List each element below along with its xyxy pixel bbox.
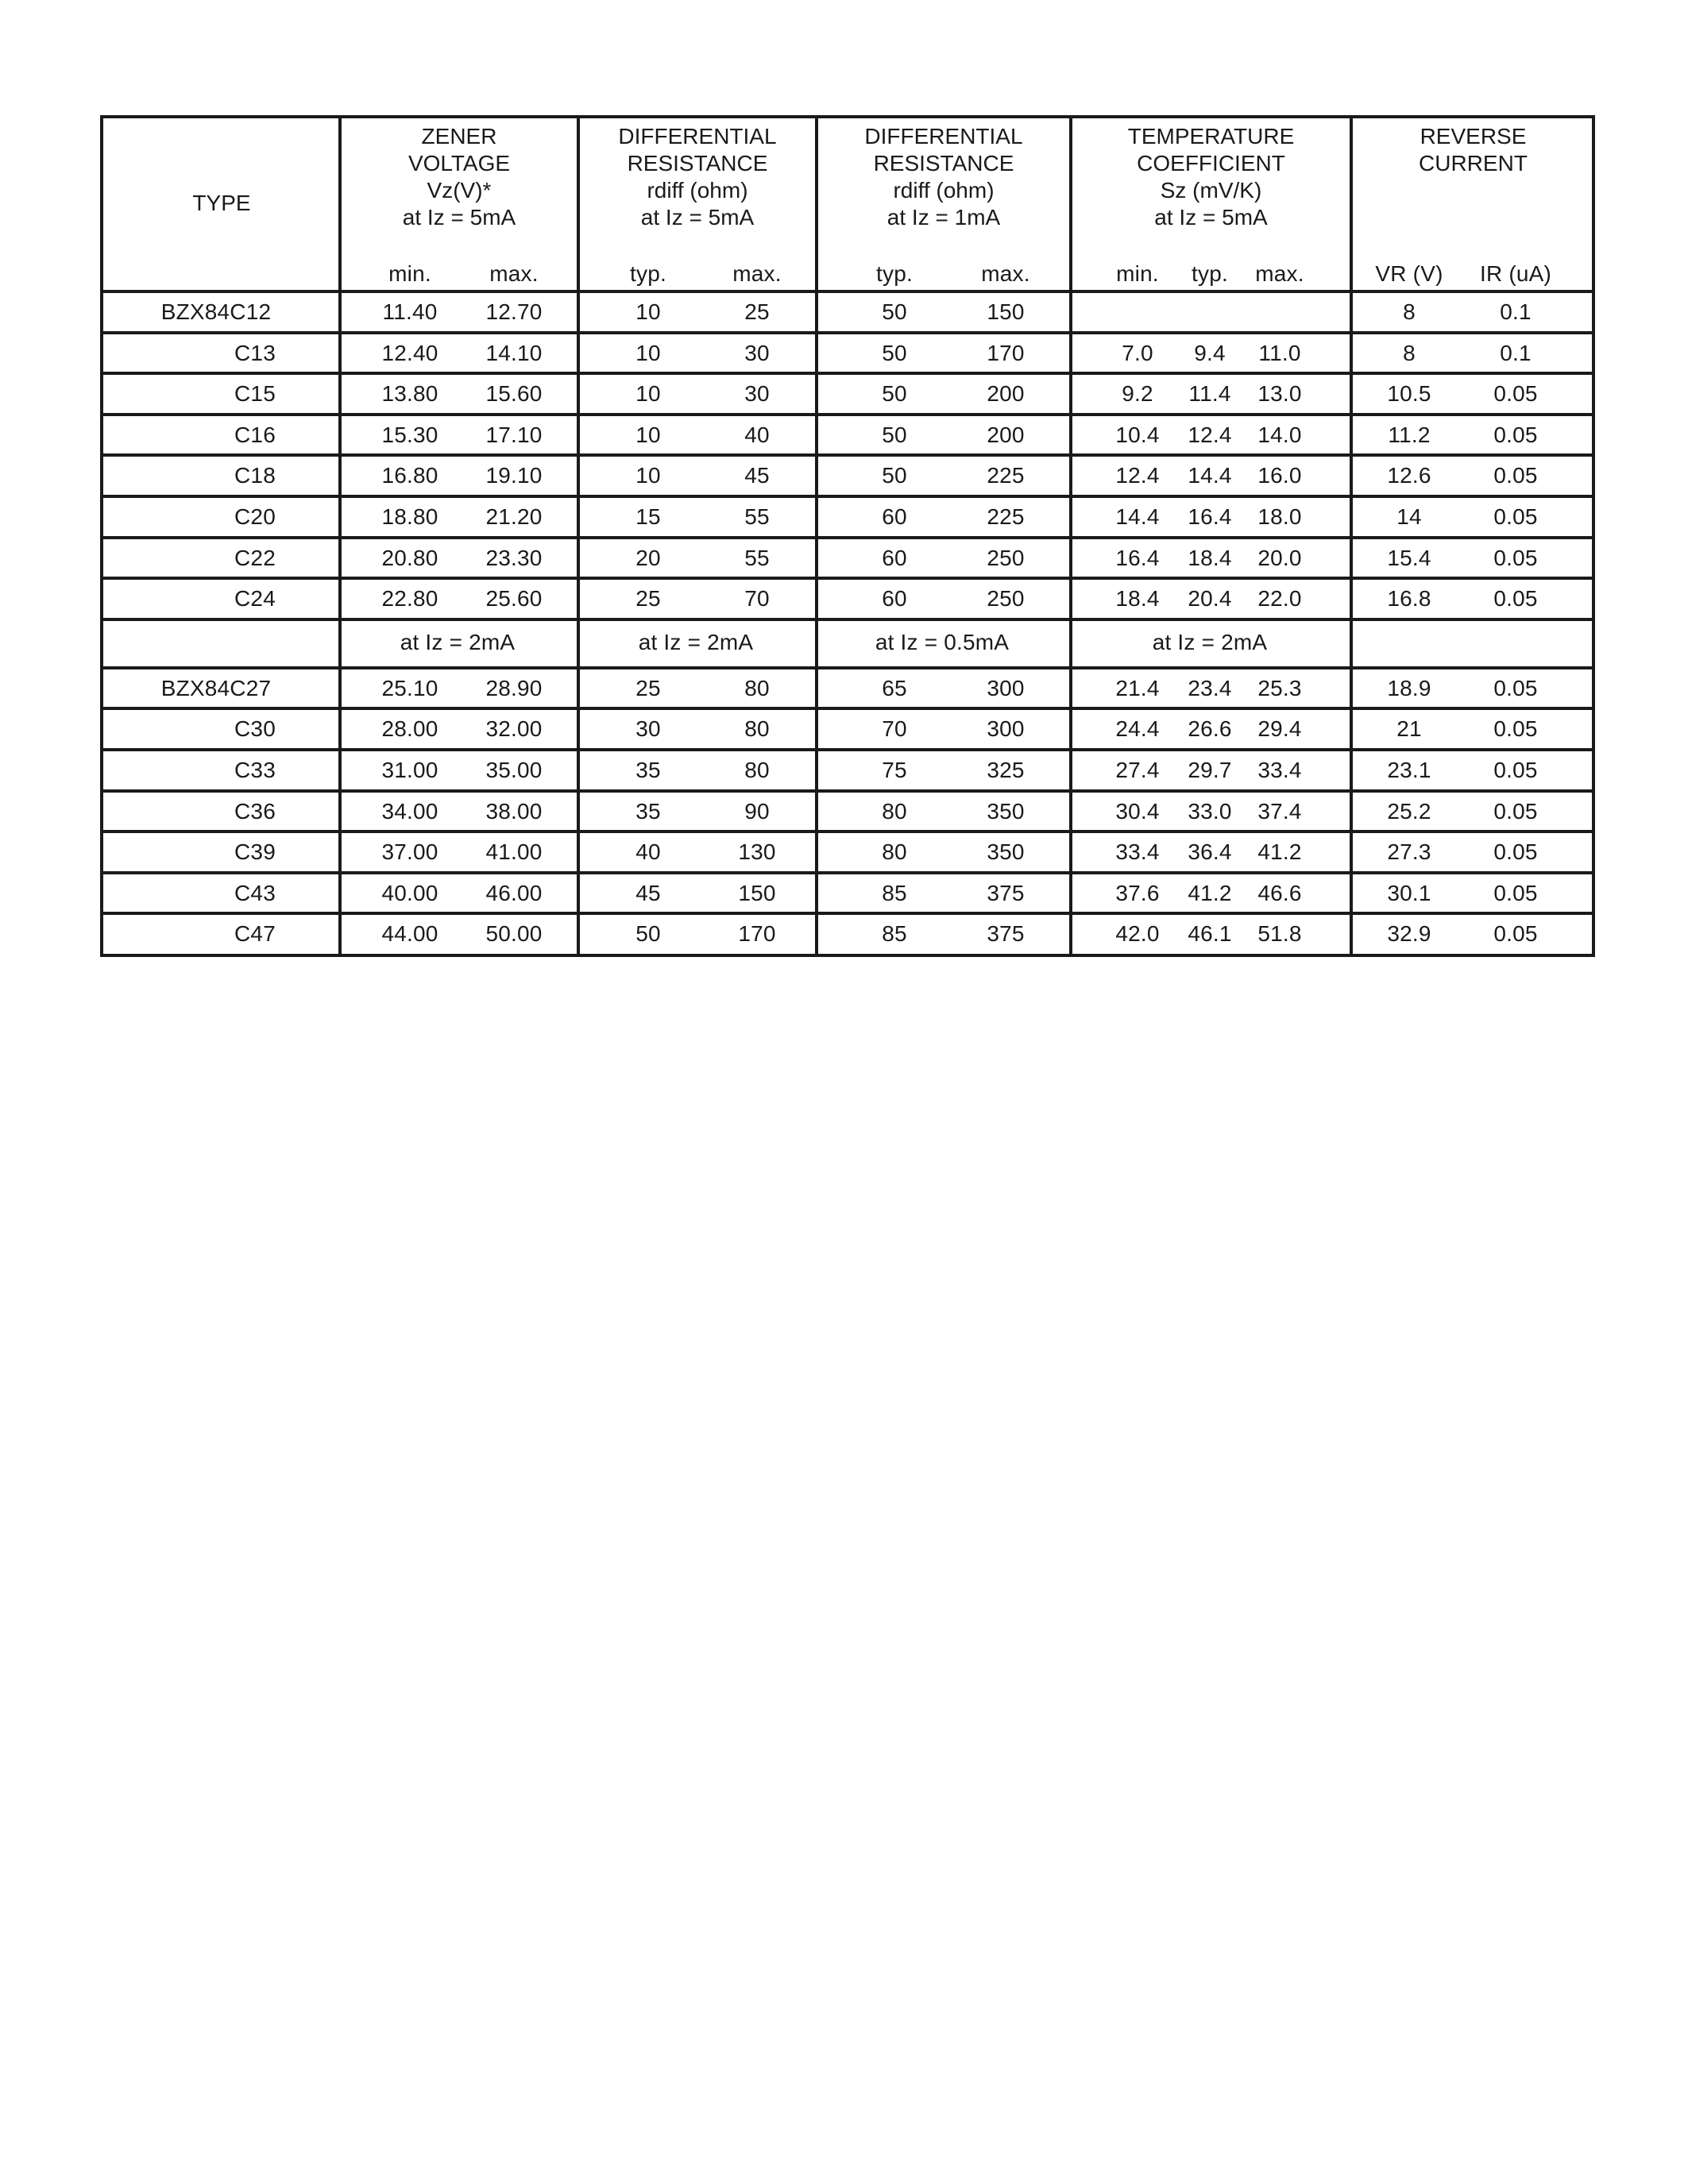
cell-temp-coefficient: 42.0 — [1115, 921, 1160, 947]
cell-temp-coefficient: 51.8 — [1257, 921, 1302, 947]
cell-type: C20 — [234, 504, 276, 529]
cell-diff-resistance-1ma: 50 — [882, 340, 907, 365]
cell-diff-resistance-1ma: 50 — [882, 381, 907, 407]
cell-diff-resistance-5ma: 35 — [635, 758, 661, 782]
sub-rd1-max: max. — [981, 261, 1030, 286]
cell-diff-resistance-5ma: 150 — [738, 880, 776, 905]
cell-temp-coefficient: 37.6 — [1115, 880, 1160, 905]
cell-temp-coefficient: 16.0 — [1257, 463, 1302, 488]
cell-reverse-current: 0.05 — [1493, 586, 1538, 612]
cell-diff-resistance-5ma: 40 — [744, 422, 770, 447]
cell-reverse-current: 14 — [1396, 504, 1422, 529]
row-divider — [103, 536, 1592, 539]
cell-diff-resistance-5ma: 90 — [744, 798, 770, 824]
cell-temp-coefficient: 33.0 — [1188, 798, 1232, 824]
cell-diff-resistance-1ma: 65 — [882, 675, 907, 700]
cell-reverse-current: 0.05 — [1493, 716, 1538, 742]
cell-zener-voltage: 25.60 — [485, 586, 543, 612]
cell-reverse-current: 15.4 — [1387, 545, 1431, 570]
cell-reverse-current: 0.05 — [1493, 422, 1538, 447]
cell-temp-coefficient: 11.0 — [1258, 340, 1301, 365]
cell-temp-coefficient: 27.4 — [1115, 758, 1160, 782]
cell-zener-voltage: 21.20 — [485, 504, 543, 529]
cell-type: C36 — [234, 798, 276, 824]
row-divider — [103, 290, 1592, 293]
cell-diff-resistance-1ma: 350 — [987, 798, 1025, 824]
sub-tc-max: max. — [1255, 261, 1304, 286]
cell-diff-resistance-1ma: 375 — [987, 921, 1025, 947]
cell-reverse-current: 0.05 — [1493, 545, 1538, 570]
cell-diff-resistance-1ma: 300 — [987, 716, 1025, 742]
cell-diff-resistance-1ma: 200 — [987, 422, 1025, 447]
cell-diff-resistance-1ma: 250 — [987, 586, 1025, 612]
cell-diff-resistance-5ma: 10 — [635, 463, 661, 488]
cell-diff-resistance-1ma: 50 — [882, 463, 907, 488]
cell-type: C47 — [234, 921, 276, 947]
cell-zener-voltage: 17.10 — [485, 422, 543, 447]
cell-zener-voltage: 16.80 — [381, 463, 438, 488]
cell-reverse-current: 16.8 — [1387, 586, 1431, 612]
cell-diff-resistance-5ma: 25 — [635, 586, 661, 612]
cell-type: C43 — [234, 880, 276, 905]
cell-diff-resistance-1ma: 225 — [987, 463, 1025, 488]
row-divider — [103, 495, 1592, 498]
cell-zener-voltage: 12.40 — [381, 340, 438, 365]
cell-diff-resistance-1ma: 325 — [987, 758, 1025, 782]
cell-diff-resistance-5ma: 30 — [744, 340, 770, 365]
cell-temp-coefficient: 9.4 — [1194, 340, 1226, 365]
cell-zener-voltage: 14.10 — [485, 340, 543, 365]
cell-zener-voltage: 34.00 — [381, 798, 438, 824]
cell-temp-coefficient: 14.4 — [1188, 463, 1232, 488]
cell-temp-coefficient: 18.4 — [1115, 586, 1160, 612]
cell-zener-voltage: 28.90 — [485, 675, 543, 700]
cell-reverse-current: 0.1 — [1500, 340, 1532, 365]
cell-zener-voltage: 50.00 — [485, 921, 543, 947]
row-divider — [103, 666, 1592, 669]
cell-temp-coefficient: 41.2 — [1188, 880, 1232, 905]
cell-zener-voltage: 15.60 — [485, 381, 543, 407]
cell-type: C16 — [234, 422, 276, 447]
cell-type: BZX84C12 — [160, 299, 272, 324]
cell-diff-resistance-5ma: 20 — [635, 545, 661, 570]
cell-zener-voltage: 23.30 — [485, 545, 543, 570]
cell-reverse-current: 25.2 — [1387, 798, 1431, 824]
cell-diff-resistance-1ma: 225 — [987, 504, 1025, 529]
cell-diff-resistance-5ma: 80 — [744, 758, 770, 782]
cell-temp-coefficient: 33.4 — [1115, 839, 1160, 865]
cell-diff-resistance-1ma: 250 — [987, 545, 1025, 570]
cell-reverse-current: 30.1 — [1387, 880, 1431, 905]
row-divider — [103, 748, 1592, 751]
cell-zener-voltage: 19.10 — [485, 463, 543, 488]
sub-rd5-max: max. — [732, 261, 782, 286]
condition-label: at Iz = 2mA — [1152, 629, 1268, 654]
header-type: TYPE — [192, 191, 251, 215]
cell-diff-resistance-5ma: 10 — [635, 381, 661, 407]
cell-diff-resistance-1ma: 75 — [882, 758, 907, 782]
cell-temp-coefficient: 33.4 — [1257, 758, 1302, 782]
cell-diff-resistance-5ma: 50 — [635, 921, 661, 947]
cell-type: C30 — [234, 716, 276, 742]
cell-reverse-current: 32.9 — [1387, 921, 1431, 947]
condition-label: at Iz = 2mA — [400, 629, 516, 654]
cell-temp-coefficient: 7.0 — [1122, 340, 1153, 365]
cell-diff-resistance-5ma: 40 — [635, 839, 661, 865]
cell-reverse-current: 0.05 — [1493, 504, 1538, 529]
cell-temp-coefficient: 12.4 — [1188, 422, 1232, 447]
cell-diff-resistance-1ma: 150 — [987, 299, 1025, 324]
row-divider — [103, 618, 1592, 621]
cell-zener-voltage: 28.00 — [381, 716, 438, 742]
row-divider — [103, 912, 1592, 915]
condition-label: at Iz = 0.5mA — [875, 629, 1010, 654]
cell-diff-resistance-1ma: 50 — [882, 422, 907, 447]
zener-spec-table — [100, 115, 1595, 957]
row-divider — [103, 707, 1592, 710]
condition-label: at Iz = 2mA — [638, 629, 754, 654]
cell-diff-resistance-5ma: 25 — [744, 299, 770, 324]
cell-reverse-current: 10.5 — [1387, 381, 1431, 407]
row-divider — [103, 453, 1592, 457]
cell-temp-coefficient: 18.4 — [1188, 545, 1232, 570]
cell-diff-resistance-5ma: 45 — [744, 463, 770, 488]
cell-diff-resistance-5ma: 35 — [635, 798, 661, 824]
cell-diff-resistance-5ma: 30 — [744, 381, 770, 407]
cell-temp-coefficient: 30.4 — [1115, 798, 1160, 824]
cell-diff-resistance-1ma: 170 — [987, 340, 1025, 365]
cell-diff-resistance-5ma: 10 — [635, 422, 661, 447]
cell-temp-coefficient: 46.6 — [1257, 880, 1302, 905]
cell-temp-coefficient: 37.4 — [1257, 798, 1302, 824]
cell-reverse-current: 0.05 — [1493, 675, 1538, 700]
cell-type: C33 — [234, 758, 276, 782]
cell-reverse-current: 8 — [1403, 299, 1416, 324]
cell-diff-resistance-1ma: 375 — [987, 880, 1025, 905]
cell-type: C13 — [234, 340, 276, 365]
cell-diff-resistance-5ma: 130 — [738, 839, 776, 865]
cell-reverse-current: 8 — [1403, 340, 1416, 365]
cell-reverse-current: 0.05 — [1493, 921, 1538, 947]
cell-zener-voltage: 12.70 — [485, 299, 543, 324]
cell-temp-coefficient: 24.4 — [1115, 716, 1160, 742]
cell-zener-voltage: 38.00 — [485, 798, 543, 824]
sub-rev-ir: IR (uA) — [1479, 261, 1552, 286]
cell-diff-resistance-5ma: 15 — [635, 504, 661, 529]
cell-temp-coefficient: 16.4 — [1188, 504, 1232, 529]
cell-diff-resistance-5ma: 70 — [744, 586, 770, 612]
cell-reverse-current: 0.05 — [1493, 758, 1538, 782]
cell-reverse-current: 0.1 — [1500, 299, 1532, 324]
cell-type: C24 — [234, 586, 276, 612]
sub-rd1-typ: typ. — [876, 261, 913, 286]
cell-zener-voltage: 32.00 — [485, 716, 543, 742]
row-divider — [103, 331, 1592, 334]
cell-diff-resistance-1ma: 300 — [987, 675, 1025, 700]
sub-rev-vr: VR (V) — [1375, 261, 1443, 286]
row-divider — [103, 577, 1592, 580]
cell-diff-resistance-5ma: 30 — [635, 716, 661, 742]
cell-temp-coefficient: 12.4 — [1115, 463, 1160, 488]
cell-temp-coefficient: 11.4 — [1188, 381, 1231, 407]
cell-temp-coefficient: 9.2 — [1122, 381, 1153, 407]
header-diff-resistance-1ma: DIFFERENTIAL RESISTANCE rdiff (ohm) at Iz = 1mA — [864, 124, 1023, 230]
cell-reverse-current: 18.9 — [1387, 675, 1431, 700]
cell-reverse-current: 0.05 — [1493, 798, 1538, 824]
row-divider — [103, 871, 1592, 874]
header-diff-resistance-5ma: DIFFERENTIAL RESISTANCE rdiff (ohm) at Iz = 5mA — [618, 124, 777, 230]
cell-reverse-current: 11.2 — [1388, 422, 1431, 447]
cell-type: C15 — [234, 381, 276, 407]
row-divider — [103, 372, 1592, 375]
cell-zener-voltage: 18.80 — [381, 504, 438, 529]
cell-diff-resistance-1ma: 60 — [882, 504, 907, 529]
cell-diff-resistance-1ma: 60 — [882, 545, 907, 570]
cell-zener-voltage: 35.00 — [485, 758, 543, 782]
cell-reverse-current: 12.6 — [1387, 463, 1431, 488]
cell-temp-coefficient: 13.0 — [1257, 381, 1302, 407]
cell-zener-voltage: 22.80 — [381, 586, 438, 612]
cell-temp-coefficient: 10.4 — [1115, 422, 1160, 447]
cell-diff-resistance-5ma: 55 — [744, 504, 770, 529]
cell-zener-voltage: 25.10 — [381, 675, 438, 700]
cell-temp-coefficient: 22.0 — [1257, 586, 1302, 612]
cell-temp-coefficient: 20.4 — [1188, 586, 1232, 612]
sub-tc-typ: typ. — [1192, 261, 1228, 286]
cell-zener-voltage: 11.40 — [382, 299, 438, 324]
cell-temp-coefficient: 14.0 — [1257, 422, 1302, 447]
cell-temp-coefficient: 18.0 — [1257, 504, 1302, 529]
cell-diff-resistance-5ma: 10 — [635, 299, 661, 324]
cell-diff-resistance-1ma: 70 — [882, 716, 907, 742]
cell-zener-voltage: 13.80 — [381, 381, 438, 407]
cell-diff-resistance-5ma: 55 — [744, 545, 770, 570]
cell-temp-coefficient: 36.4 — [1188, 839, 1232, 865]
cell-diff-resistance-1ma: 85 — [882, 880, 907, 905]
cell-type: C22 — [234, 545, 276, 570]
cell-temp-coefficient: 16.4 — [1115, 545, 1160, 570]
cell-temp-coefficient: 14.4 — [1115, 504, 1160, 529]
cell-zener-voltage: 15.30 — [381, 422, 438, 447]
cell-diff-resistance-1ma: 80 — [882, 839, 907, 865]
cell-diff-resistance-1ma: 60 — [882, 586, 907, 612]
header-zener-voltage: ZENER VOLTAGE Vz(V)* at Iz = 5mA — [402, 124, 516, 230]
cell-zener-voltage: 40.00 — [381, 880, 438, 905]
cell-reverse-current: 27.3 — [1387, 839, 1431, 865]
cell-zener-voltage: 44.00 — [381, 921, 438, 947]
cell-reverse-current: 0.05 — [1493, 463, 1538, 488]
cell-temp-coefficient: 46.1 — [1188, 921, 1232, 947]
cell-temp-coefficient: 21.4 — [1115, 675, 1160, 700]
cell-zener-voltage: 41.00 — [485, 839, 543, 865]
row-divider — [103, 413, 1592, 416]
cell-temp-coefficient: 20.0 — [1257, 545, 1302, 570]
cell-diff-resistance-5ma: 45 — [635, 880, 661, 905]
cell-reverse-current: 23.1 — [1387, 758, 1431, 782]
row-divider — [103, 830, 1592, 833]
cell-temp-coefficient: 26.6 — [1188, 716, 1232, 742]
cell-type: C39 — [234, 839, 276, 865]
cell-reverse-current: 21 — [1396, 716, 1422, 742]
sub-tc-min: min. — [1116, 261, 1159, 286]
cell-zener-voltage: 46.00 — [485, 880, 543, 905]
cell-zener-voltage: 20.80 — [381, 545, 438, 570]
cell-zener-voltage: 37.00 — [381, 839, 438, 865]
header-temperature-coefficient: TEMPERATURE COEFFICIENT Sz (mV/K) at Iz = 5mA — [1127, 124, 1295, 230]
sub-rd5-typ: typ. — [630, 261, 666, 286]
cell-type: C18 — [234, 463, 276, 488]
row-divider — [103, 789, 1592, 793]
cell-diff-resistance-1ma: 85 — [882, 921, 907, 947]
sub-vz-max: max. — [489, 261, 539, 286]
cell-diff-resistance-5ma: 25 — [635, 675, 661, 700]
cell-diff-resistance-5ma: 80 — [744, 675, 770, 700]
cell-temp-coefficient: 29.7 — [1188, 758, 1232, 782]
cell-diff-resistance-1ma: 350 — [987, 839, 1025, 865]
cell-diff-resistance-1ma: 80 — [882, 798, 907, 824]
cell-diff-resistance-5ma: 10 — [635, 340, 661, 365]
cell-type: BZX84C27 — [160, 675, 272, 700]
cell-diff-resistance-1ma: 50 — [882, 299, 907, 324]
cell-temp-coefficient: 23.4 — [1188, 675, 1232, 700]
cell-diff-resistance-5ma: 80 — [744, 716, 770, 742]
cell-diff-resistance-5ma: 170 — [738, 921, 776, 947]
cell-temp-coefficient: 29.4 — [1257, 716, 1302, 742]
cell-zener-voltage: 31.00 — [381, 758, 438, 782]
header-reverse-current: REVERSE CURRENT — [1419, 124, 1528, 176]
cell-reverse-current: 0.05 — [1493, 381, 1538, 407]
sub-vz-min: min. — [388, 261, 431, 286]
cell-reverse-current: 0.05 — [1493, 839, 1538, 865]
cell-reverse-current: 0.05 — [1493, 880, 1538, 905]
cell-temp-coefficient: 25.3 — [1257, 675, 1302, 700]
cell-temp-coefficient: 41.2 — [1257, 839, 1302, 865]
cell-diff-resistance-1ma: 200 — [987, 381, 1025, 407]
